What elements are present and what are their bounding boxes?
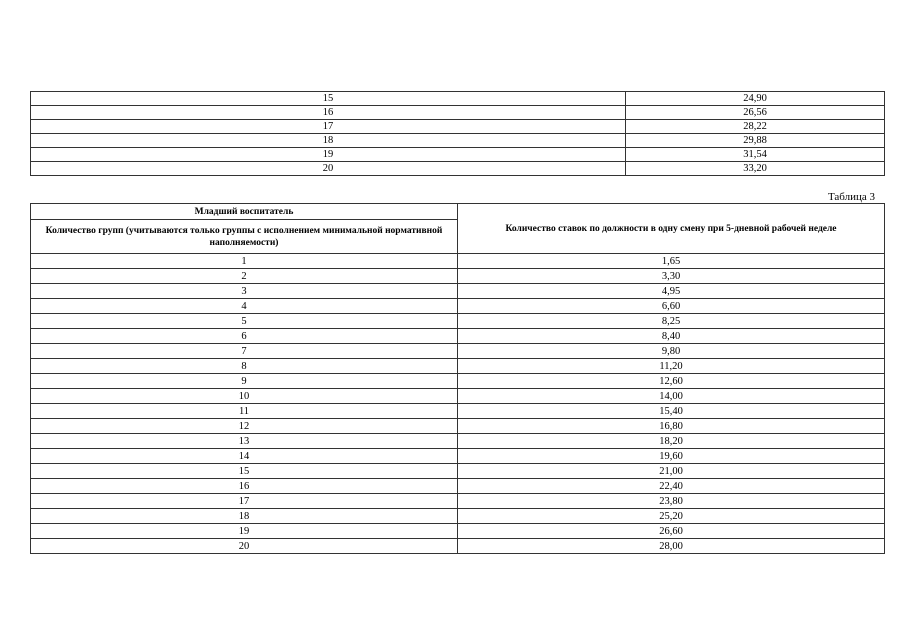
- groups-count-cell: 15: [31, 92, 626, 106]
- rates-value-cell: 8,25: [458, 314, 885, 329]
- rates-value-cell: 23,80: [458, 494, 885, 509]
- table-row: [31, 269, 885, 284]
- rates-value-cell: 16,80: [458, 419, 885, 434]
- groups-count-cell: 9: [31, 374, 458, 389]
- groups-count-cell: 16: [31, 479, 458, 494]
- table-row: [31, 374, 885, 389]
- groups-count-cell: 5: [31, 314, 458, 329]
- groups-count-cell: 2: [31, 269, 458, 284]
- rates-value-cell: 9,80: [458, 344, 885, 359]
- rates-value-cell: 22,40: [458, 479, 885, 494]
- table-row: [31, 162, 885, 176]
- rates-value-cell: 33,20: [626, 162, 885, 176]
- rates-value-cell: 31,54: [626, 148, 885, 162]
- groups-count-cell: 17: [31, 120, 626, 134]
- table-row: [31, 509, 885, 524]
- table-row: [31, 524, 885, 539]
- groups-count-cell: 3: [31, 284, 458, 299]
- rates-value-cell: 6,60: [458, 299, 885, 314]
- table-row: [31, 329, 885, 344]
- table-row: [31, 148, 885, 162]
- rates-value-cell: 29,88: [626, 134, 885, 148]
- table-row: [31, 314, 885, 329]
- rates-value-cell: 8,40: [458, 329, 885, 344]
- table-header: [31, 204, 885, 254]
- groups-count-cell: 1: [31, 254, 458, 269]
- table-row: [31, 494, 885, 509]
- groups-count-cell: 15: [31, 464, 458, 479]
- table-row: [31, 299, 885, 314]
- rates-count-header: Количество ставок по должности в одну смену при 5-дневной рабочей неделе: [458, 204, 885, 254]
- table-row: [31, 419, 885, 434]
- rates-value-cell: 4,95: [458, 284, 885, 299]
- table-row: [31, 134, 885, 148]
- rates-value-cell: 26,56: [626, 106, 885, 120]
- rates-value-cell: 28,22: [626, 120, 885, 134]
- rates-value-cell: 28,00: [458, 539, 885, 554]
- groups-count-cell: 18: [31, 134, 626, 148]
- rates-value-cell: 11,20: [458, 359, 885, 374]
- table-row: [31, 434, 885, 449]
- groups-count-cell: 10: [31, 389, 458, 404]
- rates-value-cell: 21,00: [458, 464, 885, 479]
- rates-value-cell: 1,65: [458, 254, 885, 269]
- rates-table-continuation-body: [31, 92, 885, 176]
- groups-count-cell: 8: [31, 359, 458, 374]
- groups-count-cell: 7: [31, 344, 458, 359]
- rates-value-cell: 24,90: [626, 92, 885, 106]
- position-title-header: Младший воспитатель: [31, 204, 458, 220]
- table-row: [31, 389, 885, 404]
- table-row: [31, 120, 885, 134]
- groups-count-cell: 19: [31, 148, 626, 162]
- groups-count-cell: 12: [31, 419, 458, 434]
- rates-value-cell: 19,60: [458, 449, 885, 464]
- groups-count-cell: 20: [31, 162, 626, 176]
- junior-educator-rates-table-body: [31, 254, 885, 554]
- table-caption: Таблица 3: [827, 191, 875, 203]
- rates-value-cell: 14,00: [458, 389, 885, 404]
- groups-count-cell: 19: [31, 524, 458, 539]
- table-row: [31, 106, 885, 120]
- rates-value-cell: 12,60: [458, 374, 885, 389]
- groups-count-cell: 14: [31, 449, 458, 464]
- rates-value-cell: 26,60: [458, 524, 885, 539]
- table-row: [31, 539, 885, 554]
- junior-educator-rates-table: [30, 203, 885, 554]
- table-row: [31, 479, 885, 494]
- groups-count-header: Количество групп (учитываются только группы с исполнением минимальной нормативной наполняемости): [31, 220, 458, 254]
- groups-count-cell: 11: [31, 404, 458, 419]
- table-row: [31, 404, 885, 419]
- table-row: [31, 92, 885, 106]
- table-row: [31, 284, 885, 299]
- table-row: [31, 449, 885, 464]
- rates-value-cell: 25,20: [458, 509, 885, 524]
- table-row: [31, 344, 885, 359]
- rates-value-cell: 18,20: [458, 434, 885, 449]
- groups-count-cell: 6: [31, 329, 458, 344]
- groups-count-cell: 17: [31, 494, 458, 509]
- groups-count-cell: 16: [31, 106, 626, 120]
- table-row: [31, 254, 885, 269]
- table-row: [31, 359, 885, 374]
- table-row: [31, 464, 885, 479]
- groups-count-cell: 4: [31, 299, 458, 314]
- groups-count-cell: 18: [31, 509, 458, 524]
- rates-value-cell: 3,30: [458, 269, 885, 284]
- groups-count-cell: 20: [31, 539, 458, 554]
- rates-value-cell: 15,40: [458, 404, 885, 419]
- rates-table-continuation: [30, 91, 885, 176]
- groups-count-cell: 13: [31, 434, 458, 449]
